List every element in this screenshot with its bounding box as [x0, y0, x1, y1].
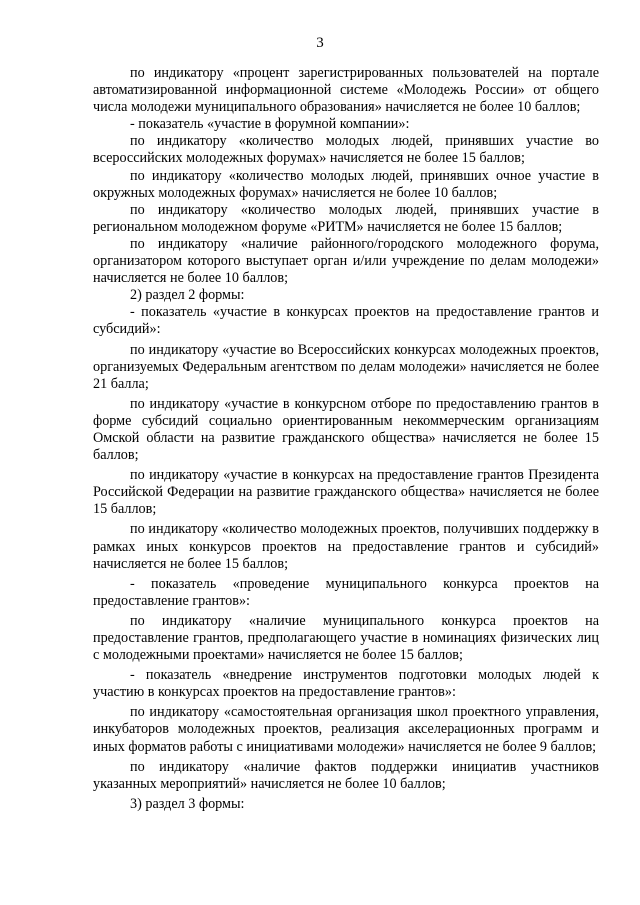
paragraph: - показатель «внедрение инструментов подготовки молодых людей к участию в конкурсах проектов на предоставление грантов»:	[93, 667, 599, 701]
paragraph: по индикатору «наличие фактов поддержки инициатив участников указанных мероприятий» начисляется не более 10 баллов;	[93, 758, 599, 792]
paragraph: по индикатору «количество молодежных проектов, получивших поддержку в рамках иных конкурсов проектов на предоставление грантов и субсидий» начисляется не более 15 баллов;	[93, 521, 599, 572]
paragraph: по индикатору «участие во Всероссийских конкурсах молодежных проектов, организуемых Федеральным агентством по делам молодежи» начисляется не более 21 балла;	[93, 341, 599, 392]
paragraph: по индикатору «самостоятельная организация школ проектного управления, инкубаторов молодежных проектов, реализация акселерационных программ и иных форматов работы с инициативами молодежи» начисляется не более 9 баллов;	[93, 704, 599, 755]
paragraph: 2) раздел 2 формы:	[130, 287, 245, 304]
page-number: 3	[316, 35, 324, 51]
paragraph: по индикатору «участие в конкурсах на предоставление грантов Президента Российской Федерации на развитие гражданского общества» начисляется не более 15 баллов;	[93, 467, 599, 518]
paragraph: по индикатору «наличие муниципального конкурса проектов на предоставление грантов, предполагающего участие в номинациях физических лиц с молодежными проектами» начисляется не более 15 баллов;	[93, 612, 599, 664]
paragraph: - показатель «участие в форумной компании»:	[130, 116, 410, 133]
paragraph: по индикатору «количество молодых людей, принявших участие во всероссийских молодежных форумах» начисляется не более 15 баллов;	[93, 133, 599, 167]
paragraph: по индикатору «наличие районного/городского молодежного форума, организатором которого выступает орган и/или учреждение по делам молодежи» начисляется не более 10 баллов;	[93, 235, 599, 287]
paragraph: по индикатору «участие в конкурсном отборе по предоставлению грантов в форме субсидий социально ориентированным некоммерческим организациям Омской области на развитие гражданского общества» начисляется не более 15 баллов;	[93, 395, 599, 464]
paragraph: - показатель «участие в конкурсах проектов на предоставление грантов и субсидий»:	[93, 304, 599, 338]
paragraph: по индикатору «количество молодых людей, принявших участие в региональном молодежном форуме «РИТМ» начисляется не более 15 баллов;	[93, 201, 599, 235]
paragraph: 3) раздел 3 формы:	[130, 795, 245, 812]
paragraph: - показатель «проведение муниципального конкурса проектов на предоставление грантов»:	[93, 575, 599, 609]
paragraph: по индикатору «количество молодых людей, принявших очное участие в окружных молодежных форумах» начисляется не более 10 баллов;	[93, 167, 599, 201]
document-body	[93, 65, 599, 813]
paragraph: по индикатору «процент зарегистрированных пользователей на портале автоматизированной информационной системе «Молодежь России» от общего числа молодежи муниципального образования» начисляется не более 10 баллов;	[93, 65, 599, 116]
